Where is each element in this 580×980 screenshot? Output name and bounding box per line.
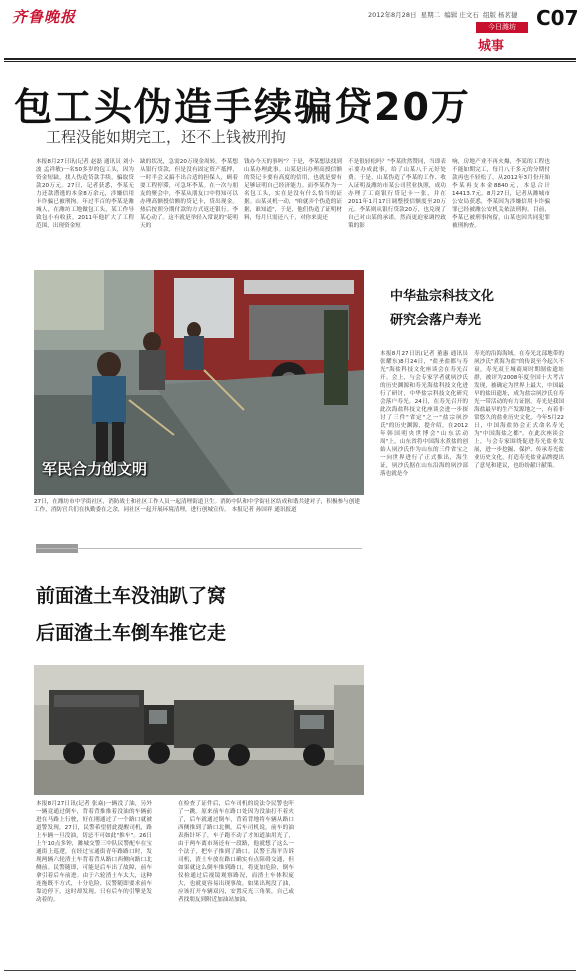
article2-column-2: 寿光的沿海海域。在寿光北部地带的夙沙氏"煮海为盐"的传说至今起久不衰，寿光双王城商周时期制盐遗址群，被评为2008年度全国十大考古发现，被确定为世界上最大，中国最早的盐田遗址，成为盐宗夙沙氏在寿光一带活动的有力证据。寿光是我国海盐最早的生产发源地之一，有着非常悠久的盐业历史文化。今年5月22日，中国海盐协会正式命名寿光为"中国海盐之都"。在此次座谈会上，与会专家围绕促进寿光盐业发展，进一步挖掘、保护、传承寿光盐业历史文化，打造寿光盐业品牌提出了意见和建议，也纷纷献计献策。 [474, 351, 564, 469]
designer-credit: 组版 杨茗捷 [482, 11, 518, 19]
page-meta [368, 10, 518, 19]
article3-headline [36, 578, 226, 652]
article3-headline-line2: 后面渣土车倒车推它走 [36, 622, 227, 644]
article3-column-1: 本报8月27日讯(记者 张焱)一辆没了油，另外一辆竟通过倒车，背着背推推着没油的车辆前进在马路上行驶，好在刚通过了一个路口就被道警发现。27日，民警希望借此提醒司机，路上车辆一旦没油，切忌不可如此"推车"。26日上午10点多钟，潍城交警三中队民警配车在宝通街上巡逻，在经过宝通街青年路路口时，发现两辆六轮渣土车背着背从路口西侧向路口北侧前。民警随即，可能是后车出了故障，前车拿引着后车前进。由于六轮渣土车太大，这种连拖既不方式，十分危险，民警随即要求前车靠边停下。这时却发现，只有后车的引擎是发动着的。 [36, 801, 152, 903]
page-number: C07 [536, 6, 579, 30]
article1-column-1: 本报8月27日讯(记者 赵磊 通讯员 刘小波 孟祥敏)一名50多岁的包工头，因为资金短缺，找人伪造贷款手续，骗取贷款20万元。27日，记者获悉，李某无力还款潜逃的本金8万余元，涉嫌信用卡诈骗已被刑拘。年过半百的李某是潍城人，在潍坊工地做包工头，某工作导致包小有收获。2011年他扩大了工程范围，出现资金短 [36, 159, 134, 229]
section-divider-line [36, 548, 362, 549]
article2-headline-line2: 研究会落户寿光 [390, 313, 482, 328]
publish-date: 2012年8月28日 [368, 11, 417, 19]
publish-weekday: 星期二 [420, 11, 441, 19]
photo1-caption: 27日，在潍坊市中学街社区，消防战士和社区工作人员一起清理街道卫生。消防中队和中学街社区结成和谐共建对子，积极参与创建工作，消防官兵们在执勤委在之余，同社区一起开展环境清理，进行创城宣传。 本报记者 孙国祥 通讯报道 [34, 499, 360, 513]
article1-subheadline: 工程没能如期完工，还不上钱被刑拘 [46, 128, 287, 146]
article1-headline: 包工头伪造手续骗贷20万 [14, 85, 471, 129]
article1-column-4: 不是很轻松吗？"李某欣然赞同，当即表示要办成此事，给了山某八千元好处费。于是，山某伪造了李某的工作、收入证明及潍坊市某公司营业执照，成功办理了工商银行贷记卡一张，并在2011年1月17日调整授信额度至20万元。李某则从银行贷款20万，也兑现了自己对山某的承诺。然而更迫家调控政策的影 [348, 159, 446, 229]
section-name: 城事 [478, 39, 505, 54]
article1-column-3: 钱办今天的事吗"？于是，李某想法找到山某办理此事。山某是出办理高授信额的贷记卡要有高度的信用，也就是要有足够证明自己经济能力。而李某作为一名包工头，实在是没有什么恰当的证据。山某灵机一动，"咱就弄个伪造的证据，谁知道"，于是，他们伪造了证明材料，每月只需还八千，对你来说还 [244, 159, 342, 221]
article2-headline-line1: 中华盐宗科技文化 [390, 289, 495, 304]
photo1-overlay-title: 军民合力创文明 [42, 460, 148, 478]
article3-column-2: 在检查了证件后，后车司机的说法令民警也吓了一跳。原来前车在路口处因为没油打不着火了，后车就通过倒车，背着背地将车辆从路口西侧推到了路口北侧。后车司机说，前车的油表指针坏了，车子跑不动了才知道油用光了，由于两车离市场还有一段路，他就想了这么一个法子，把车子推到了路口。民警王海平告诉司机，渣土车放在路口确实有点阻碍交通，但如果就这么倒车推到路口，将更加危险，倒车仪检通过后视镜观察路况，而渣土车体积庞大，也就更容易出现事故。如果出现没了油，应该打开车辆双闪，安置反光三角架，自己或者找朋友到附近加油站加油。 [178, 801, 294, 903]
article2-headline [390, 285, 494, 333]
editor-credit: 编辑 庄文石 [444, 11, 479, 19]
article1-column-5: 响，房地产业不再火爆，李某的工程也不能如期完工，每月八千多元的分期付款再也不轻松了。从2012年3月份开始李某再支本金8840元，本息合计14413.7元。8月27日，记者从潍城市公安局获悉，李某因为涉嫌信用卡诈骗罪已经被潍公安机关依法刑拘。目前，李某已被刑事拘留，山某也因共同犯罪被刑拘查。 [452, 159, 550, 229]
article1-column-2: 缺的状况，急需20万现金周转。李某想从银行贷款，但是没有固定资产抵押，一时半会又搞不出合适的担保人，顾着耍工程停滞，可急坏李某。在一次与朋友的聚会中，李某从朋友口中得知可以办理高额授信额的贷记卡，贷出现金。热后按照分期付款的方式返还银行。李某心动了。这不就是举轻入常说的"花明天的 [140, 159, 238, 229]
header-rule [4, 58, 576, 60]
newspaper-masthead: 齐鲁晚报 [12, 8, 77, 26]
dump-truck-illustration [34, 665, 364, 795]
article3-headline-line1: 前面渣土车没油趴了窝 [36, 585, 227, 607]
dump-truck-photo [34, 665, 364, 795]
article2-column-1: 本报8月27日讯(记者 董惠 通讯员 张耀东)8月24日，"盐圣盐都与寿光"海盐科技文化座谈会在寿光召开。会上，与会专家学者就夙沙氏的历史渊源和寿光海盐科技文化进行了研讨，中华盐宗科技文化研究会落户寿光。24日，在寿光召开的此次海盐科技文化座谈会进一步探讨了三件"省定"之一"盐宗夙沙氏"的历史渊源，提介绍，在2012年韩国明央世博会"山东活动周"上，山东省将中国海水煮盐的创始人夙沙氏作为山东的三件省宝之一向世界进行了正式推出，海生证，夙沙氏据在山东沿海的夙沙部落也就是今 [380, 351, 468, 477]
bottom-rule [4, 970, 576, 971]
header-rule-thin [4, 61, 576, 62]
section-tag: 今日潍坊 [476, 22, 528, 33]
